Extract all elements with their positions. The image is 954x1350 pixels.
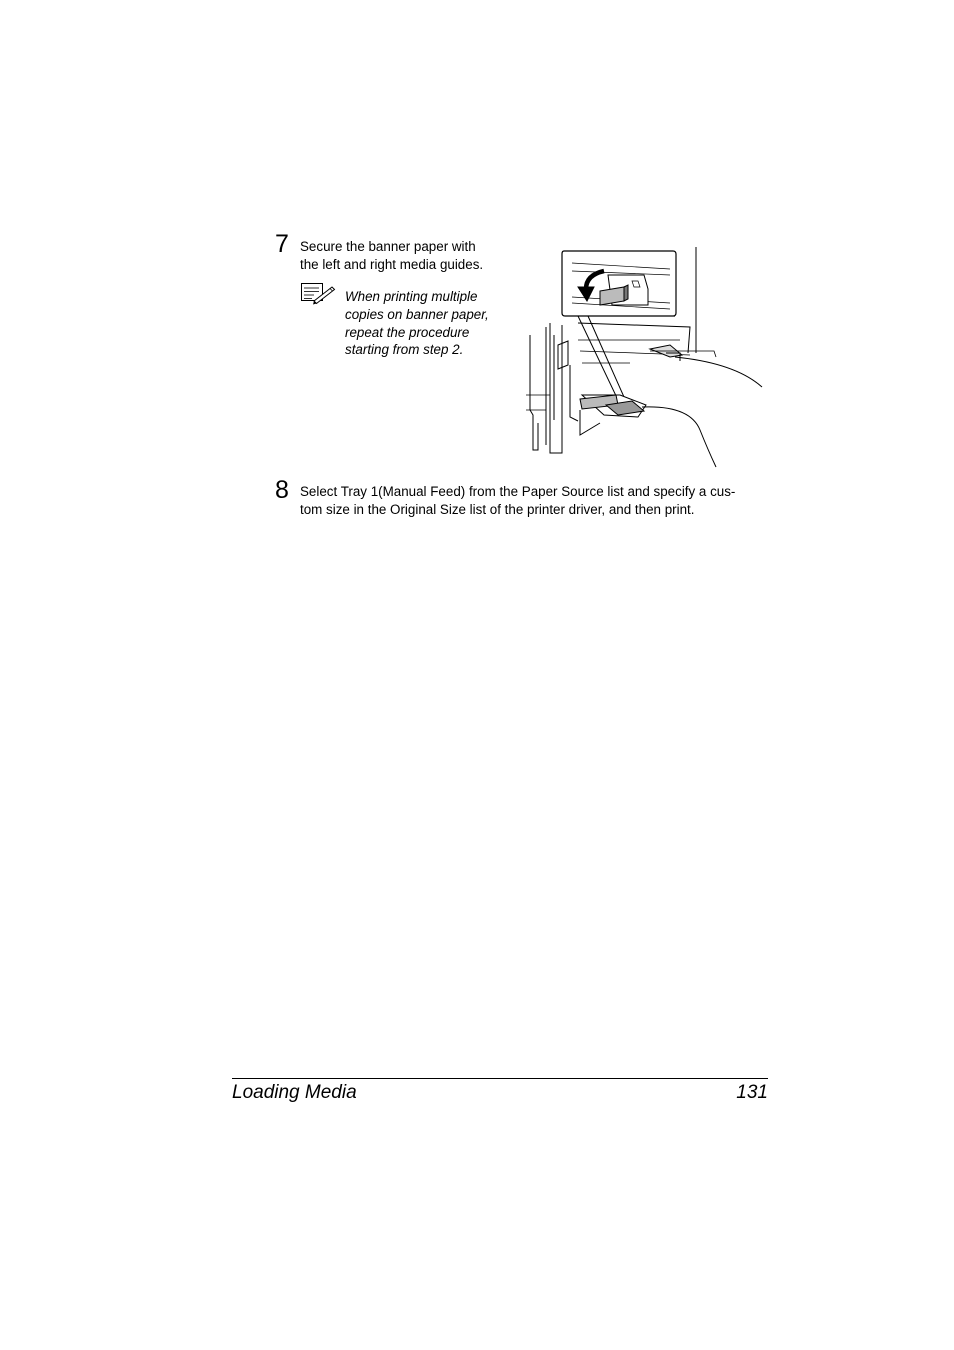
step-8-number: 8	[275, 476, 289, 504]
footer-section-title: Loading Media	[232, 1082, 357, 1103]
step-7-number: 7	[275, 230, 289, 258]
note-text	[345, 288, 489, 359]
step-7-line-1: Secure the banner paper with	[300, 239, 476, 254]
note-line-2: copies on banner paper,	[345, 306, 489, 322]
note-line-1: When printing multiple	[345, 289, 478, 304]
step-8-text	[300, 483, 735, 519]
note-line-4: starting from step 2.	[345, 342, 464, 358]
note-line-3: repeat the procedure	[345, 324, 470, 340]
footer-page-number: 131	[736, 1082, 768, 1103]
step-8-line-1: Select Tray 1(Manual Feed) from the Paper Source list and specify a cus-	[300, 484, 736, 499]
step-8-line-2: tom size in the Original Size list of the printer driver, and then print.	[300, 502, 695, 517]
step-7-text	[300, 238, 483, 274]
step-7-line-2: the left and right media guides.	[300, 257, 484, 272]
printer-manual-feed-guide-illustration	[520, 245, 770, 470]
footer-rule	[232, 1078, 768, 1079]
note-pencil-icon	[300, 281, 336, 305]
